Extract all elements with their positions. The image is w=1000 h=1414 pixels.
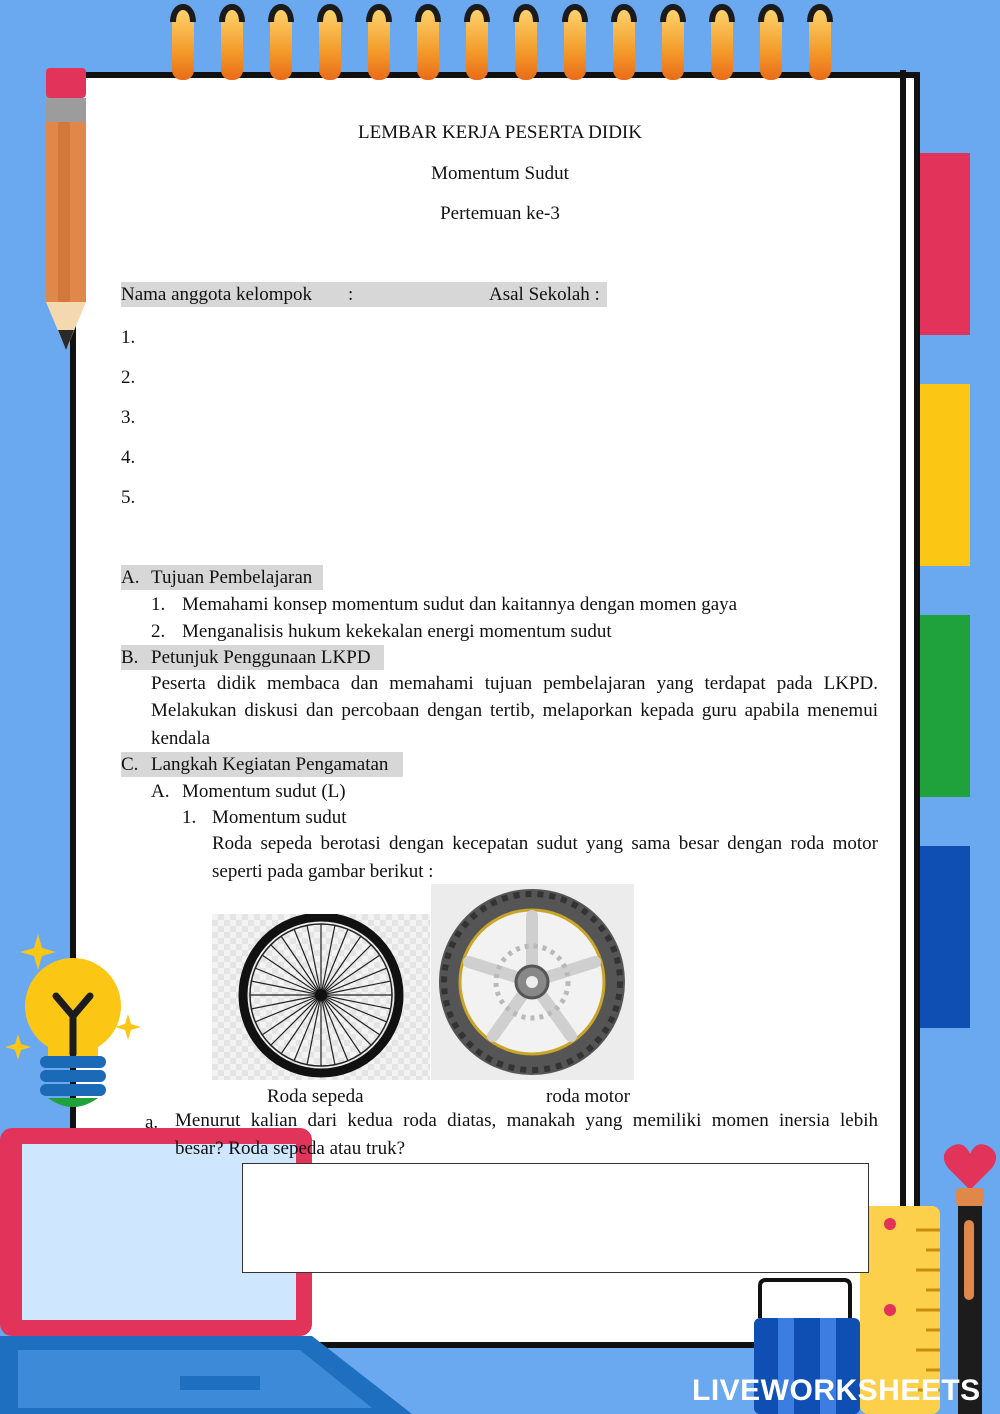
lightbulb-icon (0, 934, 150, 1109)
caption-motorcycle: roda motor (546, 1086, 630, 1107)
paper-edge (900, 70, 906, 1350)
subsection-marker: A. (151, 781, 170, 802)
tab-blue (920, 846, 970, 1028)
tab-red (920, 153, 970, 335)
section-a-marker: A. (121, 567, 140, 588)
objective-number: 2. (151, 621, 166, 642)
heart-pen-icon (940, 1140, 1000, 1414)
member-number: 5. (121, 487, 136, 508)
caption-bicycle: Roda sepeda (267, 1086, 364, 1107)
description-line: seperti pada gambar berikut : (212, 861, 434, 882)
liveworksheets-logo: LIVEWORKSHEETS (692, 1374, 981, 1407)
question-marker: a. (145, 1112, 159, 1133)
section-b-marker: B. (121, 647, 139, 668)
member-number: 4. (121, 447, 136, 468)
meeting-label: Pertemuan ke-3 (440, 203, 560, 224)
section-b-title: Petunjuk Penggunaan LKPD (151, 647, 371, 668)
objective-text: Menganalisis hukum kekekalan energi momentum sudut (182, 621, 612, 642)
motorcycle-wheel-icon (431, 884, 634, 1080)
subsection-title: Momentum sudut (L) (182, 781, 346, 802)
description-line: Roda sepeda berotasi dengan kecepatan sudut yang sama besar dengan roda motor (212, 833, 878, 854)
member-number: 1. (121, 327, 136, 348)
question-line: Menurut kalian dari kedua roda diatas, manakah yang memiliki momen inersia lebih (175, 1110, 878, 1131)
objective-number: 1. (151, 594, 166, 615)
group-name-label: Nama anggota kelompok (121, 284, 313, 305)
item-number: 1. (182, 807, 197, 828)
tab-yellow (920, 384, 970, 566)
instruction-line: Peserta didik membaca dan memahami tujuan pembelajaran yang terdapat pada LKPD. (151, 673, 878, 694)
school-label: Asal Sekolah : (489, 284, 600, 305)
pencil-icon (44, 68, 90, 358)
instruction-line: Melakukan diskusi dan percobaan dengan tertib, melaporkan kepada guru apabila menemui (151, 700, 878, 721)
bicycle-wheel-icon (234, 914, 408, 1080)
member-number: 3. (121, 407, 136, 428)
item-title: Momentum sudut (212, 807, 347, 828)
worksheet-subtitle: Momentum Sudut (431, 163, 569, 184)
section-a-title: Tujuan Pembelajaran (151, 567, 313, 588)
question-line: besar? Roda sepeda atau truk? (175, 1138, 406, 1159)
worksheet-title: LEMBAR KERJA PESERTA DIDIK (358, 122, 642, 143)
answer-input[interactable] (242, 1163, 869, 1273)
member-number: 2. (121, 367, 136, 388)
section-c-title: Langkah Kegiatan Pengamatan (151, 754, 389, 775)
instruction-line: kendala (151, 728, 211, 749)
group-name-colon: : (348, 284, 354, 305)
tab-green (920, 615, 970, 797)
section-c-marker: C. (121, 754, 139, 775)
objective-text: Memahami konsep momentum sudut dan kaitannya dengan momen gaya (182, 594, 738, 615)
spiral-binding-icon (160, 0, 850, 84)
